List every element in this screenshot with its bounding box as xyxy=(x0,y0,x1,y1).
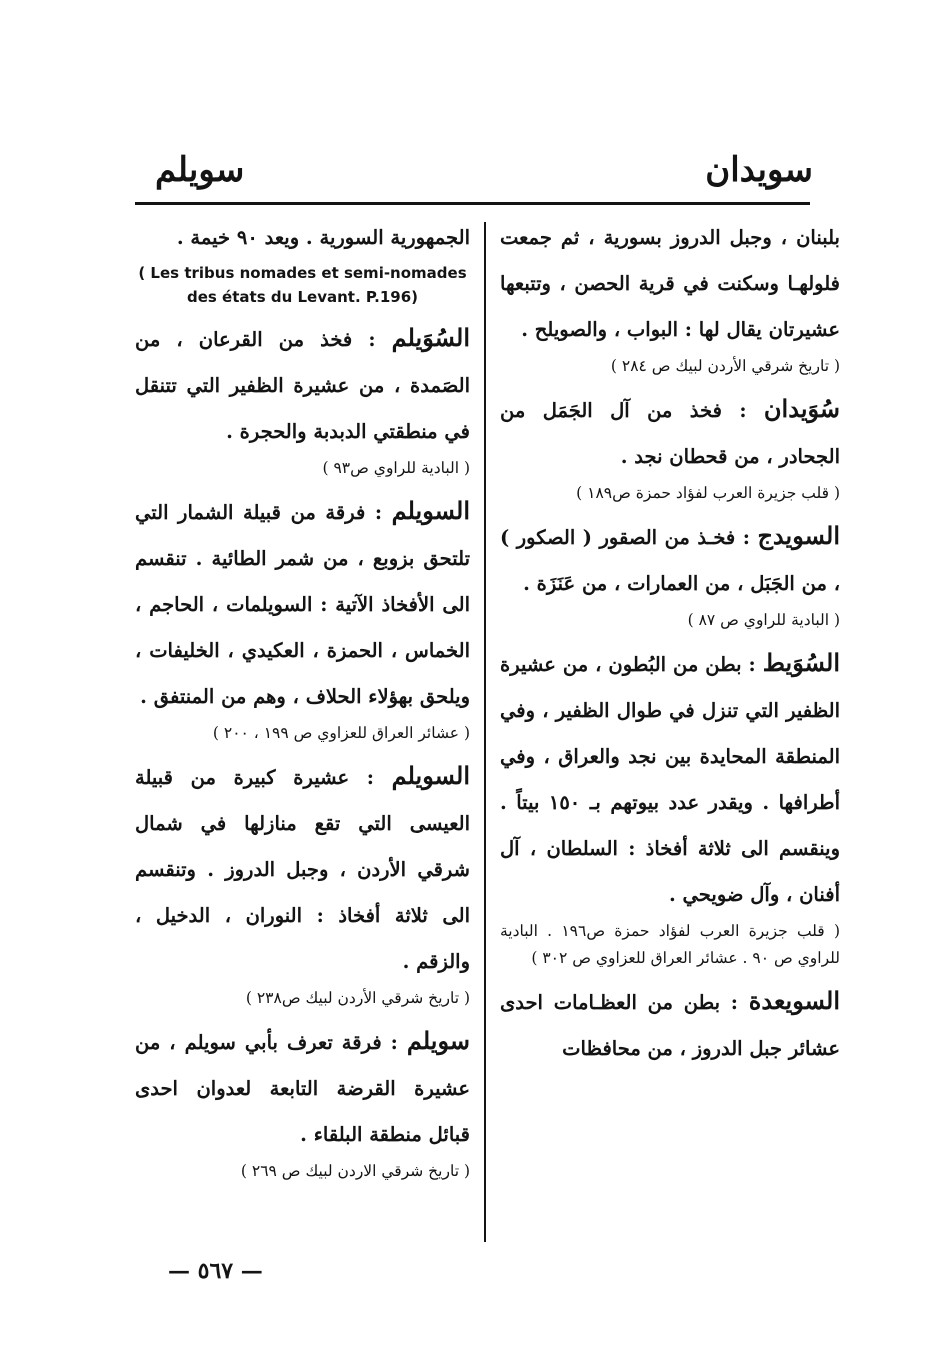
entry-headword: السويلم xyxy=(391,496,470,525)
entry-suwaylim xyxy=(135,1018,470,1158)
entry-text: الجمهورية السورية . ويعد ٩٠ خيمة . xyxy=(176,226,470,249)
entry-text: : عشيرة كبيرة من قبيلة العيسى التي تقع منازلها في شمال شرقي الأردن ، وجبل الدروز . وتنقسم الى ثلاثة أفخاذ : النوران ، الدخيل ، والزقم . xyxy=(135,766,470,973)
column-divider xyxy=(484,222,486,1242)
page-number: — ٥٦٧ — xyxy=(168,1258,263,1284)
entry-reference: ( البادية للراوي ص٩٣ ) xyxy=(322,459,470,477)
running-head-left: سويلم xyxy=(155,150,245,190)
entry-al-suwaylim-2 xyxy=(135,488,470,720)
entry-text: : فخذ من القرعان ، من الصَمدة ، من عشيرة الظفير التي تتنقل في منطقتي الدبدبة والحجرة . xyxy=(135,328,470,443)
entry-text: : بطن من العظـامات احدى عشائر جبل الدروز ، من محافظات xyxy=(500,991,840,1060)
entry-text: : فرقة تعرف بأبي سويلم ، من عشيرة القرضة التابعة لعدوان احدى قبائل منطقة البلقاء . xyxy=(135,1031,470,1146)
entry-headword: السُوَيلم xyxy=(391,323,470,352)
entry-al-suwayt xyxy=(500,640,840,918)
entry-text: بلبنان ، وجبل الدروز بسورية ، ثم جمعت فلولهـا وسكنت في قرية الحصن ، وتتبعها عشيرتان يقال لها : البواب ، والصويلح . xyxy=(500,226,840,341)
entry-reference: ( تاريخ شرقي الاردن لبيك ص ٢٦٩ ) xyxy=(240,1162,470,1180)
entry-headword: سويلم xyxy=(406,1026,470,1055)
entry-reference: ( البادية للراوي ص ٨٧ ) xyxy=(687,611,840,629)
entry-text: : فرقة من قبيلة الشمار التي تلتحق بزوبع ، من شمر الطائية . تنقسم الى الأفخاذ الآتية : السويلمات ، الحاجم ، الخماس ، الحمزة ، العكيدي ، الخليفات ، ويلحق بهؤلاء الحلاف ، وهم من المنتفق . xyxy=(135,501,470,708)
entry-reference: ( عشائر العراق للعزاوي ص ١٩٩ ، ٢٠٠ ) xyxy=(212,724,470,742)
entry-continuation xyxy=(500,215,840,353)
right-column xyxy=(500,215,840,1072)
entry-continuation xyxy=(135,215,470,261)
entry-al-suwaylim-3 xyxy=(135,753,470,985)
entry-headword: السويعدة xyxy=(748,986,840,1015)
entry-reference: ( تاريخ شرقي الأردن لبيك ص٢٣٨ ) xyxy=(245,989,470,1007)
running-head-right: سويدان xyxy=(705,150,813,190)
entry-al-suwayada xyxy=(500,978,840,1072)
entry-text: : فخذ من آل الجَمَل من الجحادر ، من قحطان نجد . xyxy=(500,399,840,468)
left-column xyxy=(135,215,470,1191)
entry-headword: السويدج xyxy=(757,521,840,550)
entry-al-suwaylim-1 xyxy=(135,315,470,455)
entry-reference: ( قلب جزيرة العرب لفؤاد حمزة ص١٨٩ ) xyxy=(576,484,840,502)
entry-text: : فخـذ من الصقور ( الصكور ) ، من الجَبَل ، من العمارات ، من عَنَزَة . xyxy=(500,526,840,595)
entry-headword: سُوَيدان xyxy=(763,394,840,423)
entry-reference: ( قلب جزيرة العرب لفؤاد حمزة ص١٩٦ . البادية للراوي ص ٩٠ . عشائر العراق للعزاوي ص ٣٠٢ ) xyxy=(500,922,840,967)
entry-text: : بطن من البُطون ، من عشيرة الظفير التي تنزل في طوال الظفير ، وفي المنطقة المحايدة بين نجد والعراق ، وفي أطرافها . ويقدر عدد بيوتهم بـ ١٥٠ بيتاً . وينقسم الى ثلاثة أفخاذ : السلطان ، آل أفنان ، وآل ضويحي . xyxy=(500,653,840,906)
header-rule xyxy=(135,202,810,205)
entry-headword: السُوَيط xyxy=(762,648,840,677)
entry-al-suwaydij xyxy=(500,513,840,607)
french-reference: ( Les tribus nomades et semi-nomades des états du Levant. P.196) xyxy=(138,264,467,306)
entry-suwaydan xyxy=(500,386,840,480)
entry-headword: السويلم xyxy=(391,761,470,790)
entry-reference: ( تاريخ شرقي الأردن لبيك ص ٢٨٤ ) xyxy=(610,357,840,375)
